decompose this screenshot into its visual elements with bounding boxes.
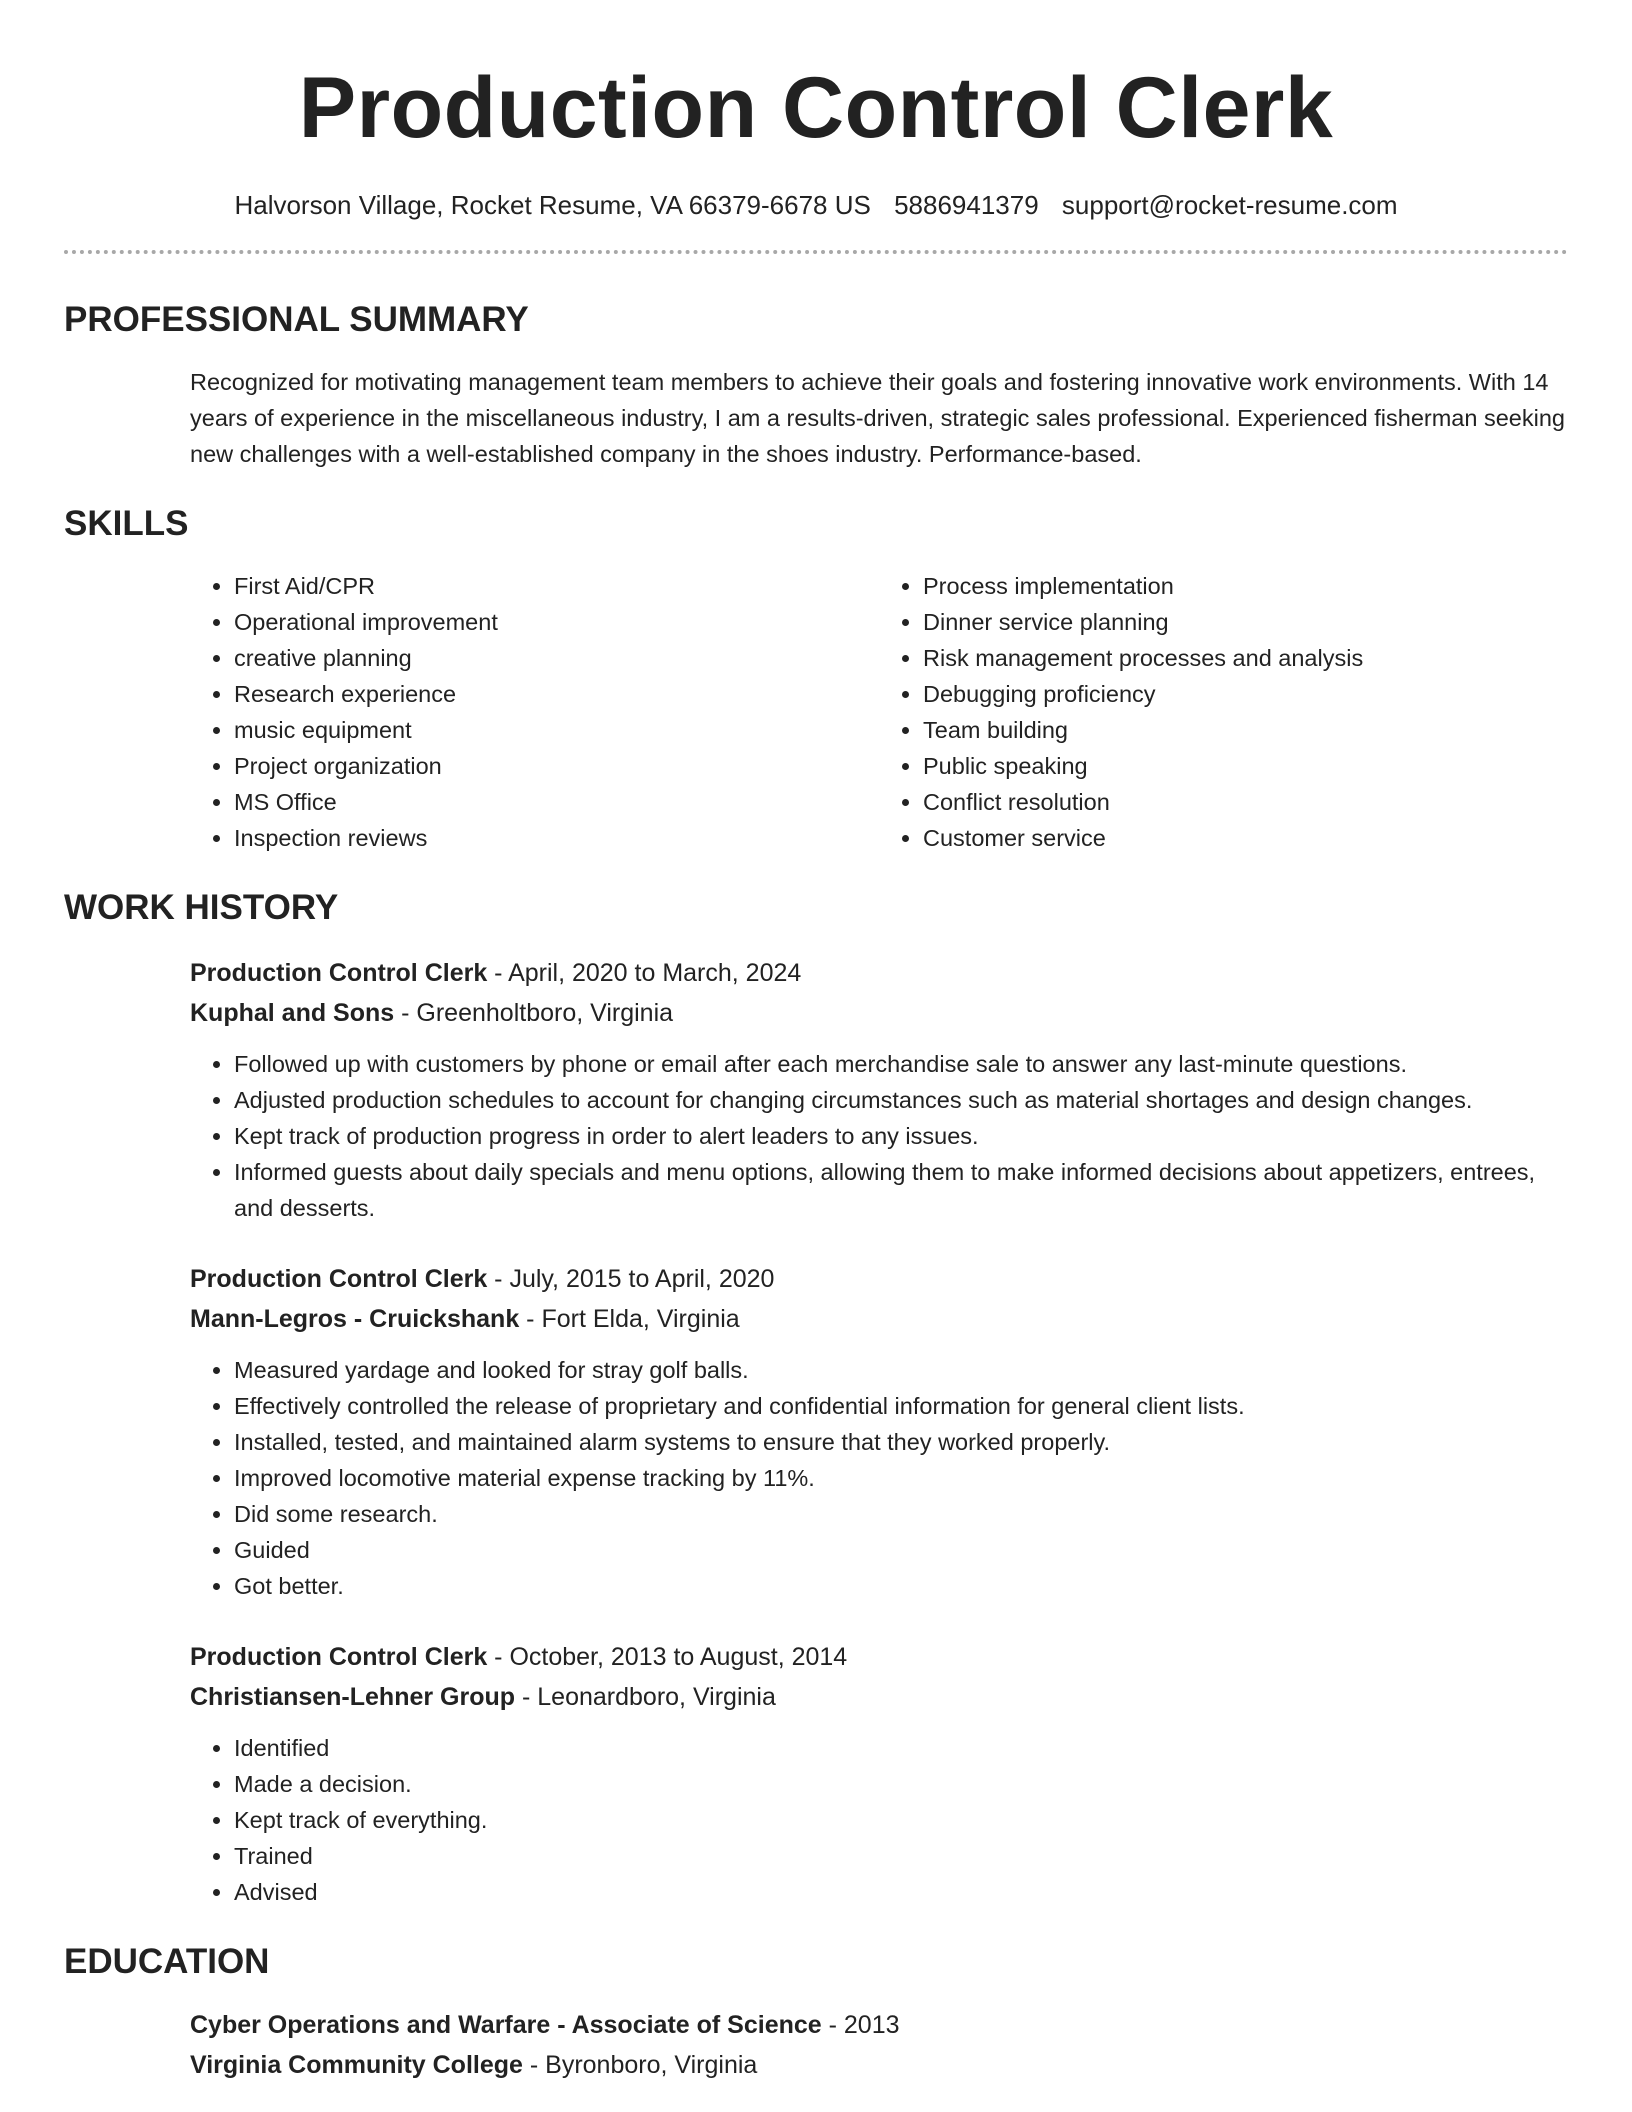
job-location: - Fort Elda, Virginia — [519, 1305, 740, 1333]
work-history-heading: WORK HISTORY — [64, 888, 339, 927]
job-title-line — [190, 954, 1568, 992]
contact-email: support@rocket-resume.com — [1061, 190, 1398, 220]
education-year: - 2013 — [821, 2011, 900, 2039]
skill-item: • music equipment — [234, 712, 879, 748]
skill-item: • MS Office — [234, 784, 879, 820]
summary-heading: PROFESSIONAL SUMMARY — [64, 300, 529, 339]
skill-item: • Team building — [923, 712, 1568, 748]
contact-phone: 5886941379 — [894, 190, 1039, 220]
job-bullet: • Effectively controlled the release of proprietary and confidential information for general client lists. — [234, 1388, 1568, 1424]
contact-address: Halvorson Village, Rocket Resume, VA 66379-6678 US — [234, 190, 871, 220]
job-bullets — [190, 1352, 1568, 1604]
job-dates: - April, 2020 to March, 2024 — [487, 959, 802, 987]
job-company-line — [190, 994, 1568, 1032]
skill-item: • Process implementation — [923, 568, 1568, 604]
skills-list-right — [879, 568, 1568, 856]
job-bullet: • Identified — [234, 1730, 1568, 1766]
job-bullet: • Installed, tested, and maintained alarm systems to ensure that they worked properly. — [234, 1424, 1568, 1460]
job-bullet: • Advised — [234, 1874, 1568, 1910]
job-role: Production Control Clerk — [190, 1643, 488, 1671]
job-role: Production Control Clerk — [190, 959, 488, 987]
job-bullet: • Kept track of production progress in order to alert leaders to any issues. — [234, 1118, 1568, 1154]
skill-item: • Research experience — [234, 676, 879, 712]
job-company: Mann-Legros - Cruickshank — [190, 1305, 520, 1333]
job-company: Christiansen-Lehner Group — [190, 1683, 516, 1711]
job-dates: - July, 2015 to April, 2020 — [487, 1265, 775, 1293]
job-bullet: • Kept track of everything. — [234, 1802, 1568, 1838]
skill-item: • Risk management processes and analysis — [923, 640, 1568, 676]
education-heading: EDUCATION — [64, 1942, 270, 1981]
job-bullet: • Adjusted production schedules to account for changing circumstances such as material shortages and design changes. — [234, 1082, 1568, 1118]
job-bullet: • Did some research. — [234, 1496, 1568, 1532]
skills-columns — [190, 568, 1568, 856]
header-divider — [64, 250, 1568, 254]
job-location: - Greenholtboro, Virginia — [394, 999, 674, 1027]
skill-item: • Conflict resolution — [923, 784, 1568, 820]
job-title-line — [190, 1638, 1568, 1676]
education-school-line — [190, 2046, 1568, 2084]
summary-text: Recognized for motivating management team members to achieve their goals and fostering innovative work environments. With 14 years of experience in the miscellaneous industry, I am a results-driven, strategic sales professional. Experienced fisherman seeking new challenges with a well-established company in the shoes industry. Performance-based. — [190, 369, 1565, 467]
skill-item: • First Aid/CPR — [234, 568, 879, 604]
job-entry — [190, 954, 1568, 1226]
skill-item: • creative planning — [234, 640, 879, 676]
skill-item: • Debugging proficiency — [923, 676, 1568, 712]
skill-item: • Inspection reviews — [234, 820, 879, 856]
job-entry — [190, 1260, 1568, 1604]
job-company-line — [190, 1300, 1568, 1338]
job-entry — [190, 1638, 1568, 1910]
job-location: - Leonardboro, Virginia — [515, 1683, 776, 1711]
job-bullets — [190, 1730, 1568, 1910]
job-title-line — [190, 1260, 1568, 1298]
job-bullets — [190, 1046, 1568, 1226]
candidate-name: Production Control Clerk — [298, 60, 1334, 156]
skill-item: • Public speaking — [923, 748, 1568, 784]
job-bullet: • Measured yardage and looked for stray golf balls. — [234, 1352, 1568, 1388]
job-dates: - October, 2013 to August, 2014 — [487, 1643, 848, 1671]
education-school: Virginia Community College — [190, 2051, 523, 2079]
job-bullet: • Got better. — [234, 1568, 1568, 1604]
job-bullet: • Informed guests about daily specials and menu options, allowing them to make informed decisions about appetizers, entrees, and desserts. — [234, 1154, 1568, 1226]
job-bullet: • Made a decision. — [234, 1766, 1568, 1802]
job-bullet: • Trained — [234, 1838, 1568, 1874]
skill-item: • Project organization — [234, 748, 879, 784]
job-bullet: • Improved locomotive material expense tracking by 11%. — [234, 1460, 1568, 1496]
education-degree-line — [190, 2006, 1568, 2044]
skill-item: • Operational improvement — [234, 604, 879, 640]
job-company-line — [190, 1678, 1568, 1716]
education-location: - Byronboro, Virginia — [522, 2051, 758, 2079]
skills-heading: SKILLS — [64, 504, 189, 543]
job-bullet: • Followed up with customers by phone or email after each merchandise sale to answer any last-minute questions. — [234, 1046, 1568, 1082]
contact-line — [64, 188, 1568, 222]
education-entry — [190, 2006, 1568, 2084]
job-bullet: • Guided — [234, 1532, 1568, 1568]
education-degree: Cyber Operations and Warfare - Associate of Science — [190, 2011, 822, 2039]
skills-list-left — [190, 568, 879, 856]
skill-item: • Customer service — [923, 820, 1568, 856]
skill-item: • Dinner service planning — [923, 604, 1568, 640]
job-company: Kuphal and Sons — [190, 999, 395, 1027]
job-role: Production Control Clerk — [190, 1265, 488, 1293]
